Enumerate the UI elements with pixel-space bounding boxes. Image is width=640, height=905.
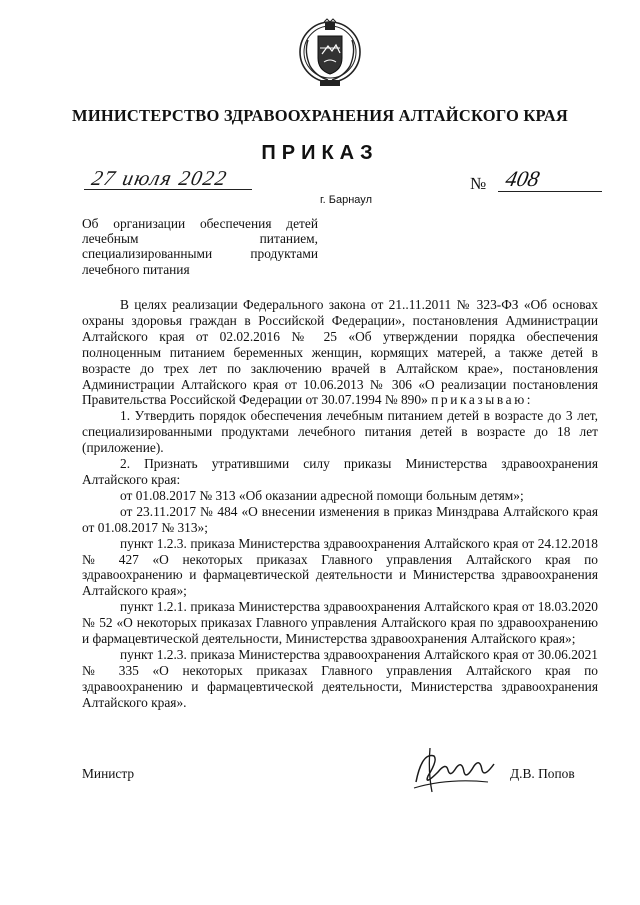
document-type: ПРИКАЗ bbox=[261, 142, 379, 164]
coat-of-arms-icon bbox=[298, 18, 362, 90]
item-2-e: пункт 1.2.3. приказа Министерства здравоохранения Алтайского края от 30.06.2021 № 335 «О некоторых приказах Главного управления Алтайского края по здравоохранению и фармацевтической деятельности, Министерства здравоохранения Алтайского края». bbox=[82, 646, 598, 710]
handwritten-number: 408 bbox=[503, 166, 542, 191]
ministry-name: МИНИСТЕРСТВО ЗДРАВООХРАНЕНИЯ АЛТАЙСКОГО КРАЯ bbox=[72, 106, 568, 125]
item-2-a: от 01.08.2017 № 313 «Об оказании адресной помощи больным детям»; bbox=[120, 487, 524, 503]
signature-icon bbox=[408, 742, 498, 798]
intro-paragraph bbox=[82, 297, 598, 408]
number-label: № bbox=[470, 174, 487, 193]
intro-text: В целях реализации Федерального закона от 21..11.2011 № 323-ФЗ «Об основах охраны здоровья граждан в Российской Федерации», постановления Администрации Алтайского края от 02.02.2016 № 25 «Об утверждении порядка обеспечения полноценным питанием беременных женщин, кормящих матерей, а также детей в возрасте до трех лет по заключению врачей в Алтайском крае», постановления Администрации Алтайского края от 10.06.2013 № 306 «О реализации постановления Правительства Российской Федерации от 30.07.1994 № 890» bbox=[82, 297, 598, 408]
handwritten-date: 27 июля 2022 bbox=[89, 166, 230, 190]
date-underline bbox=[84, 189, 252, 190]
number-underline bbox=[498, 191, 602, 192]
order-subject: Об организации обеспечения детей лечебным питанием, специализированными продуктами лечебного питания bbox=[82, 216, 318, 277]
item-2: 2. Признать утратившими силу приказы Министерства здравоохранения Алтайского края: bbox=[82, 456, 598, 487]
order-word: приказываю: bbox=[431, 392, 534, 408]
item-2-d: пункт 1.2.1. приказа Министерства здравоохранения Алтайского края от 18.03.2020 № 52 «О некоторых приказах Главного управления Алтайского края по здравоохранению и фармацевтической деятельности, Министерства здравоохранения Алтайского края»; bbox=[82, 599, 598, 647]
item-2-b: от 23.11.2017 № 484 «О внесении изменения в приказ Минздрава Алтайского края от 01.08.2017 № 313»; bbox=[82, 503, 598, 535]
city: г. Барнаул bbox=[320, 194, 372, 206]
signer-role: Министр bbox=[82, 766, 135, 781]
signer-name: Д.В. Попов bbox=[510, 766, 575, 781]
item-1: 1. Утвердить порядок обеспечения лечебным питанием детей в возрасте до 3 лет, специализированными продуктами лечебного питания детей в возрасте до 18 лет (приложение). bbox=[82, 408, 598, 456]
item-2-c: пункт 1.2.3. приказа Министерства здравоохранения Алтайского края от 24.12.2018 № 427 «О некоторых приказах Главного управления Алтайского края по здравоохранению и фармацевтической деятельности и Министерства здравоохранения Алтайского края»; bbox=[82, 535, 598, 599]
order-body bbox=[82, 297, 598, 711]
